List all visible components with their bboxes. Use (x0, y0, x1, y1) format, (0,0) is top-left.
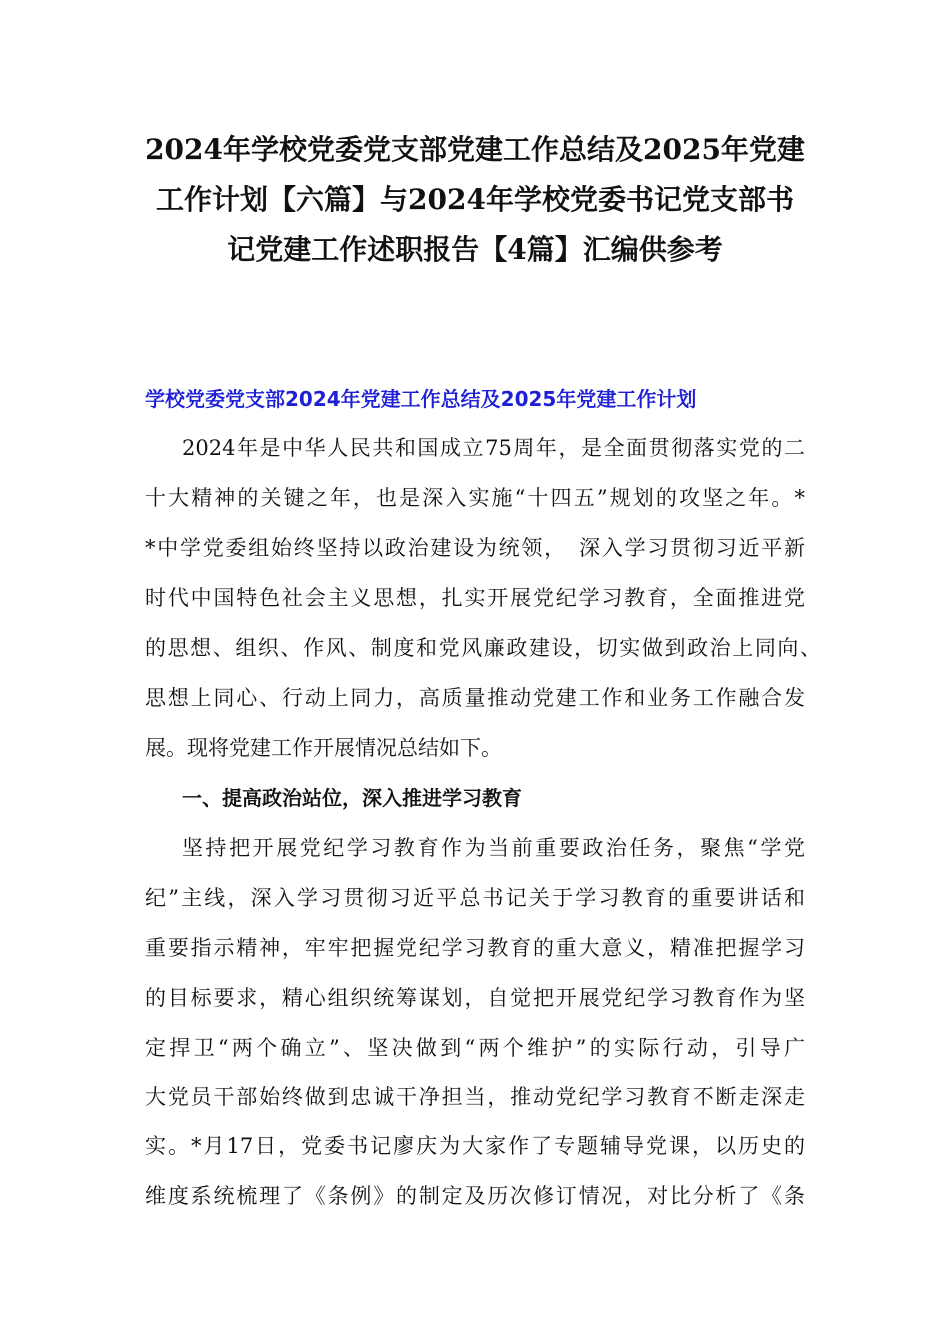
text-line: 维度系统梳理了《条例》的制定及历次修订情况，对比分析了《条 (145, 1184, 805, 1208)
text-line: *中学党委组始终坚持以政治建设为统领， 深入学习贯彻习近平新 (145, 536, 805, 560)
text-line: 的目标要求，精心组织统筹谋划，自觉把开展党纪学习教育作为坚 (145, 986, 805, 1010)
text-line: 十大精神的关键之年，也是深入实施“十四五”规划的攻坚之年。* (145, 486, 805, 510)
title-line: 记党建工作述职报告【4篇】汇编供参考 (227, 233, 723, 266)
text-line: 实。*月17日，党委书记廖庆为大家作了专题辅导党课，以历史的 (145, 1134, 805, 1158)
title-line: 工作计划【六篇】与2024年学校党委书记党支部书 (156, 183, 794, 216)
text-line: 重要指示精神，牢牢把握党纪学习教育的重大意义，精准把握学习 (145, 936, 805, 960)
text-line: 2024年是中华人民共和国成立75周年，是全面贯彻落实党的二 (182, 436, 805, 460)
text-line: 的思想、组织、作风、制度和党风廉政建设，切实做到政治上同向、 (145, 636, 821, 660)
title-line: 2024年学校党委党支部党建工作总结及2025年党建 (145, 133, 805, 166)
text-line: 定捍卫“两个确立”、坚决做到“两个维护”的实际行动，引导广 (145, 1036, 805, 1060)
text-line: 纪”主线，深入学习贯彻习近平总书记关于学习教育的重要讲话和 (145, 886, 805, 910)
text-line: 坚持把开展党纪学习教育作为当前重要政治任务，聚焦“学党 (182, 836, 805, 860)
text-line: 时代中国特色社会主义思想，扎实开展党纪学习教育，全面推进党 (145, 586, 805, 610)
section-heading: 一、提高政治站位，深入推进学习教育 (182, 786, 522, 810)
text-line: 大党员干部始终做到忠诚干净担当，推动党纪学习教育不断走深走 (145, 1085, 805, 1109)
text-line: 展。现将党建工作开展情况总结如下。 (145, 736, 502, 760)
text-line: 思想上同心、行动上同力，高质量推动党建工作和业务工作融合发 (145, 686, 805, 710)
section-title: 学校党委党支部2024年党建工作总结及2025年党建工作计划 (145, 387, 697, 411)
